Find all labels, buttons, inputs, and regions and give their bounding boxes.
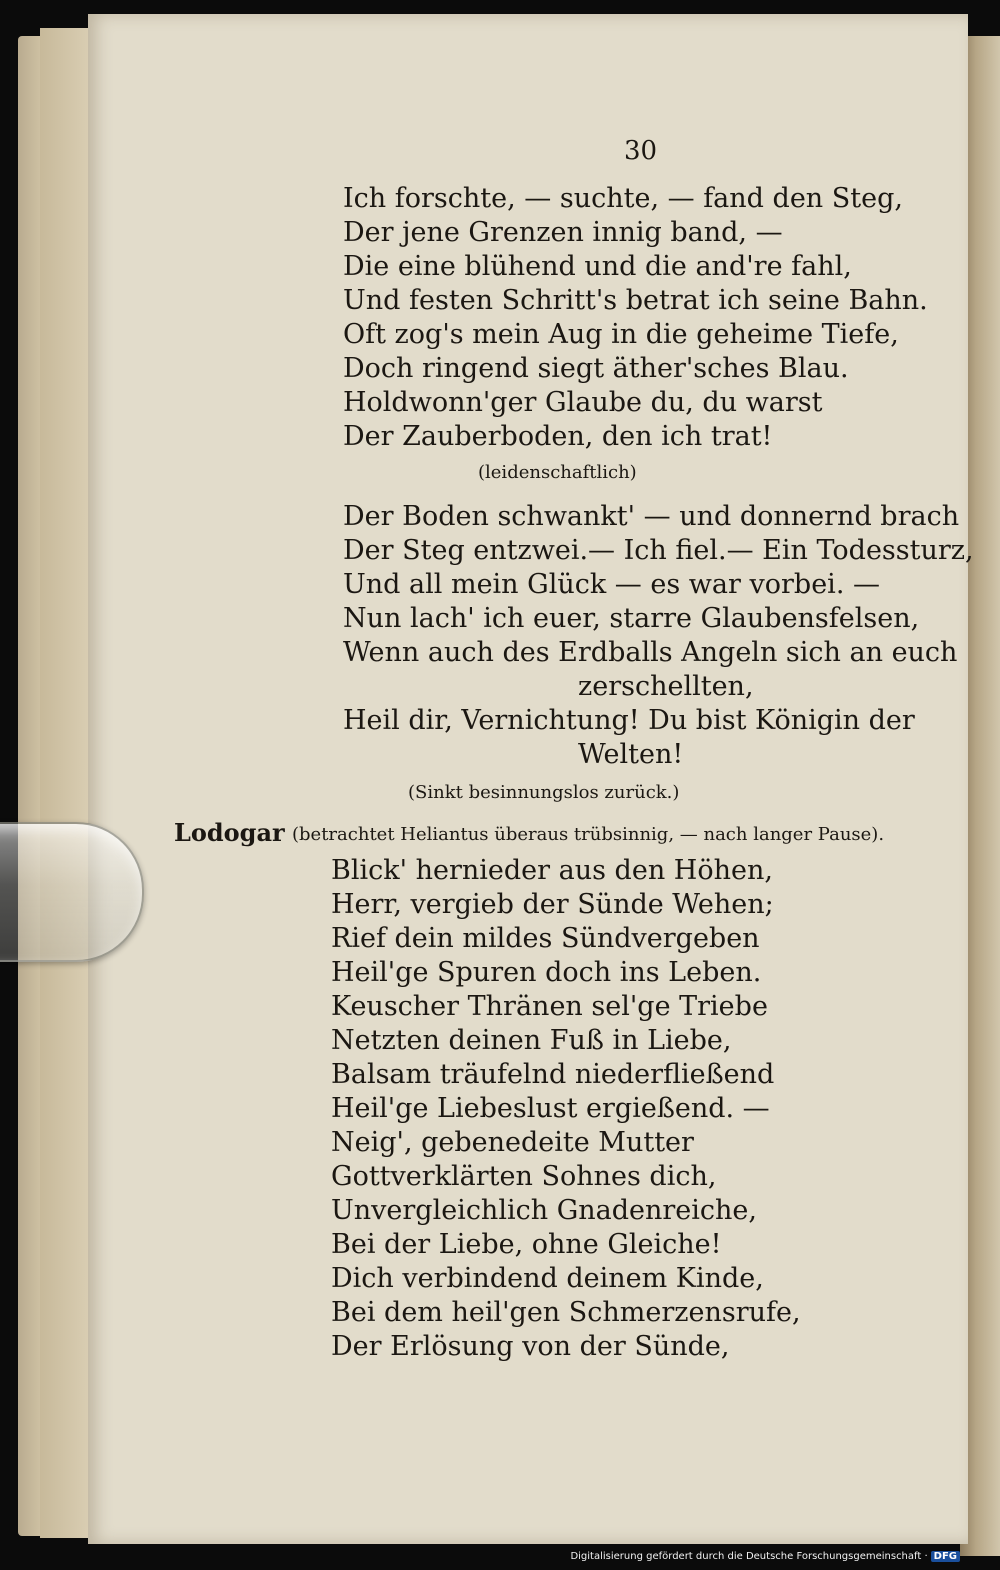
verse-line: Der Zauberboden, den ich trat!	[343, 421, 773, 452]
verse-line: Rief dein mildes Sündvergeben	[331, 923, 760, 954]
verse-line: Und festen Schritt's betrat ich seine Bahn.	[343, 285, 928, 316]
verse-line: Bei der Liebe, ohne Gleiche!	[331, 1229, 722, 1260]
verse-line: Netzten deinen Fuß in Liebe,	[331, 1025, 732, 1056]
speaker-name: Lodogar	[174, 818, 285, 847]
book-page	[88, 14, 974, 1544]
verse-line: Und all mein Glück — es war vorbei. —	[343, 569, 880, 600]
page-number: 30	[624, 136, 658, 166]
verse-line: Wenn auch des Erdballs Angeln sich an euch	[343, 637, 958, 668]
verse-line: Blick' hernieder aus den Höhen,	[331, 855, 773, 886]
verse-line: Heil dir, Vernichtung! Du bist Königin der	[343, 705, 915, 736]
verse-line: Heil'ge Spuren doch ins Leben.	[331, 957, 762, 988]
verse-line-continuation: Welten!	[578, 739, 684, 770]
verse-line: Balsam träufelnd niederfließend	[331, 1059, 775, 1090]
verse-line: Bei dem heil'gen Schmerzensrufe,	[331, 1297, 801, 1328]
digitization-footer	[570, 1551, 960, 1562]
verse-line: Doch ringend siegt äther'sches Blau.	[343, 353, 849, 384]
glass-page-holder	[0, 822, 144, 962]
verse-line: Ich forschte, — suchte, — fand den Steg,	[343, 183, 903, 214]
speaker-direction: (betrachtet Heliantus überaus trübsinnig, — nach langer Pause).	[292, 824, 885, 845]
stage-direction: (Sinkt besinnungslos zurück.)	[408, 782, 680, 803]
verse-line: Heil'ge Liebeslust ergießend. —	[331, 1093, 770, 1124]
verse-line: Der Boden schwankt' — und donnernd brach	[343, 501, 960, 532]
verse-line: Unvergleichlich Gnadenreiche,	[331, 1195, 757, 1226]
verse-line: Holdwonn'ger Glaube du, du warst	[343, 387, 823, 418]
footer-text: Digitalisierung gefördert durch die Deutsche Forschungsgemeinschaft ·	[570, 1551, 928, 1562]
verse-line: Keuscher Thränen sel'ge Triebe	[331, 991, 768, 1022]
stage-direction: (leidenschaftlich)	[478, 462, 637, 483]
verse-line: Herr, vergieb der Sünde Wehen;	[331, 889, 774, 920]
verse-line: Der Erlösung von der Sünde,	[331, 1331, 730, 1362]
verse-line-continuation: zerschellten,	[578, 671, 754, 702]
verse-line: Dich verbindend deinem Kinde,	[331, 1263, 764, 1294]
verse-line: Der jene Grenzen innig band, —	[343, 217, 783, 248]
verse-line: Gottverklärten Sohnes dich,	[331, 1161, 717, 1192]
verse-line: Nun lach' ich euer, starre Glaubensfelsen,	[343, 603, 920, 634]
verse-line: Die eine blühend und die and're fahl,	[343, 251, 852, 282]
verse-line: Oft zog's mein Aug in die geheime Tiefe,	[343, 319, 899, 350]
verse-line: Neig', gebenedeite Mutter	[331, 1127, 694, 1158]
verse-line: Der Steg entzwei.— Ich fiel.— Ein Todessturz,	[343, 535, 974, 566]
dfg-logo: DFG	[931, 1551, 960, 1562]
